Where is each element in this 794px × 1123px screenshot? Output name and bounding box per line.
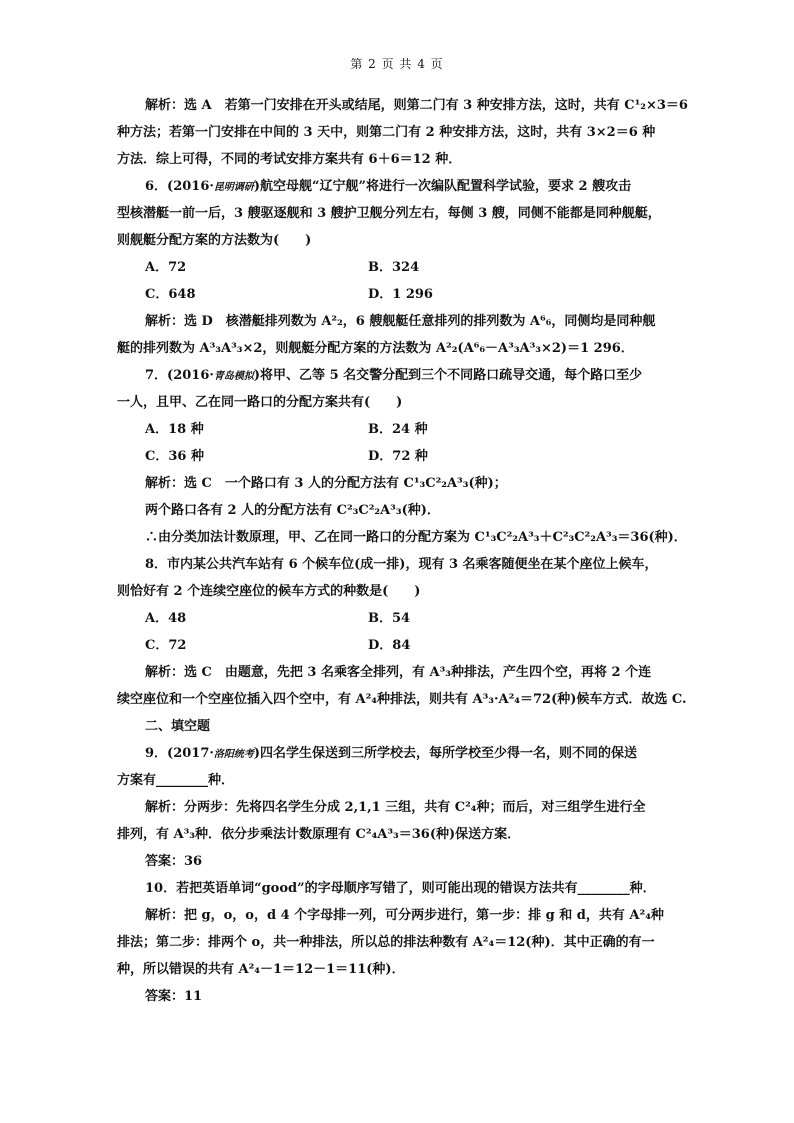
q8-option-b: B．54 [368,611,411,626]
q6-stem-rest: )航空母舰“辽宁舰”将进行一次编队配置科学试验，要求 2 艘攻击 [253,179,632,194]
q7-options-row-1 [117,416,677,443]
q10-solution-line-2: 排法；第二步：排两个 o，共一种排法，所以总的排法种数有 A²₄＝12(种)．其中正确的有一 [117,935,655,950]
q10-solution-line-1: 解析：把 g，o，o，d 4 个字母排一列，可分两步进行，第一步：排 g 和 d，共有 A²₄种 [145,908,664,923]
q8-solution-line-2: 续空座位和一个空座位插入四个空中，有 A²₄种排法，则共有 A³₃·A²₄＝72(种)候车方式．故选 C. [117,692,687,707]
q10-solution-line-3: 种，所以错误的共有 A²₄－1＝12－1＝11(种)． [117,962,405,977]
q7-stem-rest: )将甲、乙等 5 名交警分配到三个不同路口疏导交通，每个路口至少 [253,368,643,383]
q7-solution-line-1: 解析：选 C 一个路口有 3 人的分配方法有 C¹₃C²₂A³₃(种)； [145,476,507,491]
q8-option-d: D．84 [368,638,411,653]
q6-stem-line-1 [117,173,677,200]
q7-option-d: D．72 种 [368,449,428,464]
q6-number: 6．(2016· [145,179,214,194]
q8-stem-line-1: 8．市内某公共汽车站有 6 个候车位(成一排)，现有 3 名乘客随便坐在某个座位上候车， [145,557,658,572]
q5-solution-line-3: 方法．综上可得，不同的考试安排方案共有 6＋6＝12 种． [117,152,462,167]
page-header: 第 2 页 共 4 页 [350,57,444,71]
q9-number: 9．(2017· [145,746,214,761]
q9-source: 洛阳统考 [213,749,254,760]
q5-solution-line-2: 种方法；若第一门安排在中间的 3 天中，则第二门有 2 种安排方法，这时，共有 3×2＝6 种 [117,125,656,140]
q8-solution-line-1: 解析：选 C 由题意，先把 3 名乘客全排列，有 A³₃种排法，产生四个空，再将 2 个连 [145,665,652,680]
q6-source: 昆明调研 [213,182,254,193]
q7-stem-line-1 [117,362,677,389]
q10-stem-line-1: 10．若把英语单词“good”的字母顺序写错了，则可能出现的错误方法共有________种． [145,881,656,896]
q6-option-b: B．324 [368,260,420,275]
q9-answer: 答案：36 [145,854,203,869]
q6-stem-line-3: 则舰艇分配方案的方法数为( ) [117,233,312,248]
q6-options-row-1 [117,254,677,281]
q7-source: 青岛模拟 [213,371,254,382]
q8-option-a: A．48 [145,611,187,626]
q6-solution-line-2: 艇的排列数为 A³₃A³₃×2，则舰艇分配方案的方法数为 A²₂(A⁶₆－A³₃A³₃×2)＝1 296． [117,341,634,356]
q5-solution-line-1: 解析：选 A 若第一门安排在开头或结尾，则第二门有 3 种安排方法，这时，共有 C¹₂×3＝6 [145,98,688,113]
q9-solution-line-2: 排列，有 A³₃种．依分步乘法计数原理有 C²₄A³₃＝36(种)保送方案． [117,827,521,842]
q6-option-a: A．72 [145,260,187,275]
q6-option-c: C．648 [145,287,196,302]
q9-stem-line-1 [117,740,677,767]
document-body [117,92,688,1010]
q7-option-b: B．24 种 [368,422,428,437]
q7-options-row-2 [117,443,677,470]
q6-solution-line-1: 解析：选 D 核潜艇排列数为 A²₂，6 艘舰艇任意排列的排列数为 A⁶₆，同侧均是同种舰 [145,314,656,329]
q8-options-row-1 [117,605,677,632]
q7-number: 7．(2016· [145,368,214,383]
q6-option-d: D．1 296 [368,287,433,302]
q8-option-c: C．72 [145,638,187,653]
q6-stem-line-2: 型核潜艇一前一后，3 艘驱逐舰和 3 艘护卫舰分列左右，每侧 3 艘，同侧不能都是同种舰艇， [117,206,661,221]
q7-solution-line-2: 两个路口各有 2 人的分配方法有 C²₃C²₂A³₃(种)． [145,503,440,518]
q7-stem-line-2: 一人，且甲、乙在同一路口的分配方案共有( ) [117,395,403,410]
q7-option-c: C．36 种 [145,449,204,464]
q10-answer: 答案：11 [145,989,203,1004]
q6-options-row-2 [117,281,677,308]
q9-stem-rest: )四名学生保送到三所学校去，每所学校至少得一名，则不同的保送 [253,746,638,761]
q7-solution-line-3: ∴由分类加法计数原理，甲、乙在同一路口的分配方案为 C¹₃C²₂A³₃＋C²₃C²₂A³₃＝36(种)． [145,530,687,545]
q7-option-a: A．18 种 [145,422,204,437]
q8-options-row-2 [117,632,677,659]
section-heading-fill-in: 二、填空题 [145,719,211,734]
q9-stem-line-2: 方案有________种． [117,773,235,788]
q9-solution-line-1: 解析：分两步：先将四名学生分成 2,1,1 三组，共有 C²₄种；而后，对三组学生进行全 [145,800,646,815]
q8-stem-line-2: 则恰好有 2 个连续空座位的候车方式的种数是( ) [117,584,421,599]
